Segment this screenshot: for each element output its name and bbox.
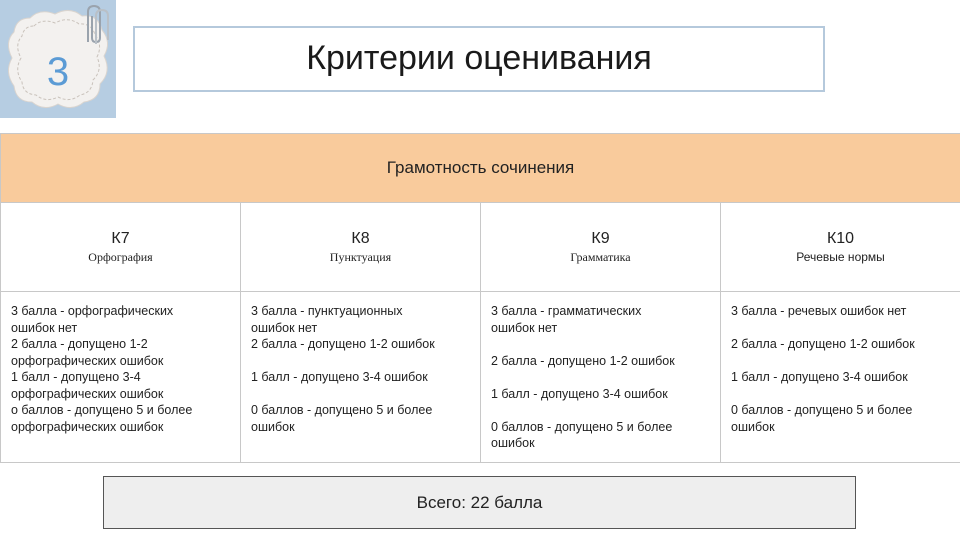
description-line: о баллов - допущено 5 и более (11, 403, 193, 417)
total-score: Всего: 22 балла (416, 493, 543, 512)
description-line: 3 балла - речевых ошибок нет (731, 304, 907, 318)
description-line: орфографических ошибок (11, 419, 164, 434)
description-line: 0 баллов - допущено 5 и более (731, 403, 913, 417)
description-line: 2 балла - допущено 1-2 ошибок (491, 353, 675, 368)
description-line: 1 балл - допущено 3-4 ошибок (731, 370, 908, 384)
title-box (133, 26, 825, 92)
criterion-description-k8 (241, 292, 481, 463)
criterion-description-k10 (721, 292, 960, 463)
description-line: ошибок (251, 419, 295, 434)
description-line: 3 балла - пунктуационных (251, 304, 403, 318)
description-line: ошибок нет (11, 320, 78, 335)
blank-line (731, 320, 950, 337)
criterion-code: К7 (111, 230, 130, 247)
paperclip-icon (80, 4, 110, 48)
description-line: 0 баллов - допущено 5 и более (251, 403, 433, 417)
slide-number-badge (0, 0, 116, 118)
description-line: ошибок (491, 436, 535, 450)
description-line: ошибок нет (251, 320, 318, 335)
criterion-name: Грамматика (570, 250, 631, 264)
description-line: 2 балла - допущено 1-2 ошибок (251, 337, 435, 351)
criterion-name: Орфография (88, 250, 153, 264)
blank-line (491, 336, 710, 353)
description-line: орфографических ошибок (11, 386, 164, 401)
criterion-name: Пунктуация (329, 250, 392, 264)
slide-number: 3 (46, 50, 70, 94)
column-header-k8 (241, 203, 481, 292)
description-line: 2 балла - допущено 1-2 (11, 337, 148, 351)
description-line: 2 балла - допущено 1-2 ошибок (731, 337, 915, 351)
criterion-description-k7 (1, 292, 241, 463)
criterion-name: Речевые нормы (796, 250, 885, 264)
column-header-k10 (721, 203, 960, 292)
page-title: Критерии оценивания (306, 39, 652, 77)
column-header-k7 (1, 203, 241, 292)
blank-line (491, 369, 710, 386)
description-line: 3 балла - грамматических (491, 304, 642, 318)
blank-line (251, 353, 470, 370)
blank-line (731, 353, 950, 370)
description-line: 0 баллов - допущено 5 и более (491, 419, 673, 434)
blank-line (251, 386, 470, 403)
criterion-code: К9 (591, 230, 610, 247)
description-line: 1 балл - допущено 3-4 ошибок (491, 386, 668, 401)
description-line: ошибок нет (491, 320, 558, 335)
criterion-description-k9 (481, 292, 721, 463)
blank-line (491, 402, 710, 419)
table-header: Грамотность сочинения (1, 134, 960, 203)
blank-line (731, 386, 950, 403)
total-box (103, 476, 856, 529)
criterion-code: К8 (351, 230, 370, 247)
criterion-code: К10 (826, 230, 855, 247)
description-line: ошибок (731, 419, 775, 434)
description-line: 1 балл - допущено 3-4 ошибок (251, 370, 428, 384)
criteria-table (0, 133, 960, 463)
description-line: 1 балл - допущено 3-4 (11, 370, 141, 384)
description-line: 3 балла - орфографических (11, 304, 174, 318)
column-header-k9 (481, 203, 721, 292)
description-line: орфографических ошибок (11, 353, 164, 368)
